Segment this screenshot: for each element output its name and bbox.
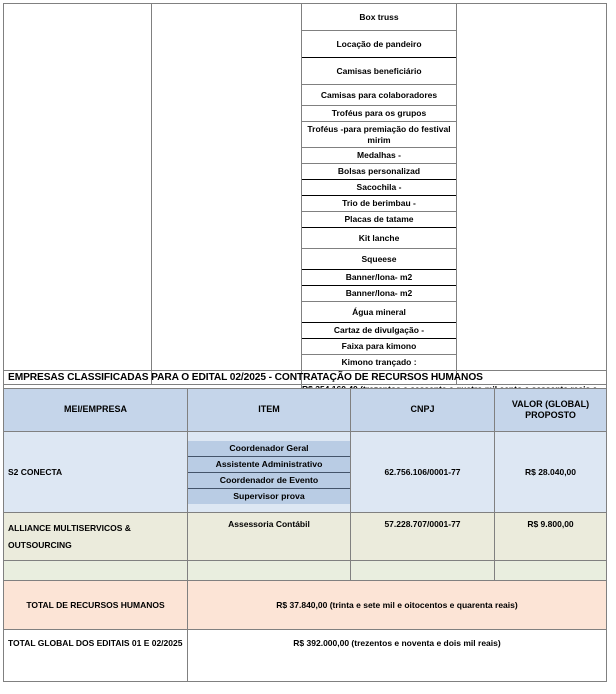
- spacer-rh-c: [351, 561, 495, 581]
- item-row: [302, 31, 456, 58]
- item-label: Sacochila -: [302, 180, 456, 196]
- item-label: Placas de tatame: [302, 212, 456, 228]
- sub-item-label: Coordenador de Evento: [188, 472, 350, 488]
- item-label: Locação de pandeiro: [302, 31, 456, 58]
- item-row: [302, 85, 456, 106]
- sub-item-label: Coordenador Geral: [188, 441, 350, 457]
- table-row: [4, 432, 607, 513]
- item-label: Box truss: [302, 4, 456, 31]
- item-row: [302, 122, 456, 148]
- item-sublist-s2conecta: [188, 441, 350, 504]
- cell-empty-right: [457, 4, 607, 371]
- item-row: [302, 302, 456, 323]
- spacer-rh-b: [188, 561, 351, 581]
- item-stack: [302, 4, 456, 370]
- item-label: Faixa para kimono: [302, 339, 456, 355]
- header-item: ITEM: [188, 389, 351, 432]
- item-row: [302, 4, 456, 31]
- item-label: Banner/lona- m2: [302, 270, 456, 286]
- item-label: Troféus para os grupos: [302, 106, 456, 122]
- sub-item-row: [188, 472, 350, 488]
- item-row: [302, 286, 456, 302]
- item-label: Água mineral: [302, 302, 456, 323]
- item-label: Kimono trançado :: [341, 357, 417, 368]
- total-global-rh-value: R$ 392.000,00 (trezentos e noventa e dois mil reais): [188, 630, 607, 682]
- spacer-rh-a: [4, 561, 188, 581]
- item-label: Camisas para colaboradores: [302, 85, 456, 106]
- spacer-rh-d: [495, 561, 607, 581]
- header-valor: VALOR (GLOBAL) PROPOSTO: [495, 389, 607, 432]
- cell-empresa-s2conecta: S2 CONECTA: [4, 432, 188, 513]
- item-row: [302, 148, 456, 164]
- item-row: [302, 270, 456, 286]
- cell-empty-left: [4, 4, 152, 371]
- item-label: Bolsas personalizad: [302, 164, 456, 180]
- item-row: [302, 58, 456, 85]
- table-bens-e-servicos: [3, 3, 607, 430]
- cell-cnpj-alliance: 57.228.707/0001-77: [351, 513, 495, 561]
- item-row: [302, 106, 456, 122]
- item-row: [302, 164, 456, 180]
- cell-items-s2conecta: [188, 432, 351, 513]
- item-row: [302, 323, 456, 339]
- cell-empty-mid: [152, 4, 302, 371]
- item-label: Troféus -para premiação do festival mirim: [302, 122, 456, 148]
- page-title: EMPRESAS CLASSIFICADAS PARA O EDITAL 02/2025 - CONTRATAÇÃO DE RECURSOS HUMANOS: [8, 372, 483, 383]
- total-global-rh-row: [4, 630, 607, 682]
- item-label: Banner/lona- m2: [302, 286, 456, 302]
- cell-valor-s2conecta: R$ 28.040,00: [495, 432, 607, 513]
- total-recursos-humanos-row: [4, 581, 607, 630]
- table-recursos-humanos: [3, 388, 607, 682]
- header-cnpj: CNPJ: [351, 389, 495, 432]
- total-rh-label: TOTAL DE RECURSOS HUMANOS: [4, 581, 188, 630]
- header-mei-empresa: MEI/EMPRESA: [4, 389, 188, 432]
- table-header-row: [4, 389, 607, 432]
- item-row: [302, 339, 456, 355]
- item-row: [302, 355, 456, 371]
- sub-item-row: [188, 441, 350, 457]
- cell-cnpj-s2conecta: 62.756.106/0001-77: [351, 432, 495, 513]
- item-label: Medalhas -: [302, 148, 456, 164]
- cell-valor-alliance: R$ 9.800,00: [495, 513, 607, 561]
- item-label: Camisas beneficiário: [302, 58, 456, 85]
- sub-item-row: [188, 488, 350, 504]
- sub-item-row: [188, 456, 350, 472]
- item-row: [302, 249, 456, 270]
- item-row: [302, 228, 456, 249]
- total-rh-value: R$ 37.840,00 (trinta e sete mil e oitocentos e quarenta reais): [188, 581, 607, 630]
- item-row: [302, 180, 456, 196]
- item-label: Trio de berimbau -: [302, 196, 456, 212]
- item-label: Squeese: [302, 249, 456, 270]
- sub-item-label: Assistente Administrativo: [188, 456, 350, 472]
- spacer-row-rh: [4, 561, 607, 581]
- total-global-rh-label: TOTAL GLOBAL DOS EDITAIS 01 E 02/2025: [4, 630, 188, 682]
- cell-items-alliance: Assessoria Contábil: [188, 513, 351, 561]
- item-row: [302, 196, 456, 212]
- items-row: [4, 4, 607, 371]
- sub-item-label: Supervisor prova: [188, 488, 350, 504]
- cell-empresa-alliance: ALLIANCE MULTISERVICOS & OUTSOURCING: [4, 513, 188, 561]
- item-label: Cartaz de divulgação -: [302, 323, 456, 339]
- cell-items-list: [302, 4, 457, 371]
- table-row: [4, 513, 607, 561]
- item-label: Kit lanche: [302, 228, 456, 249]
- item-row: [302, 212, 456, 228]
